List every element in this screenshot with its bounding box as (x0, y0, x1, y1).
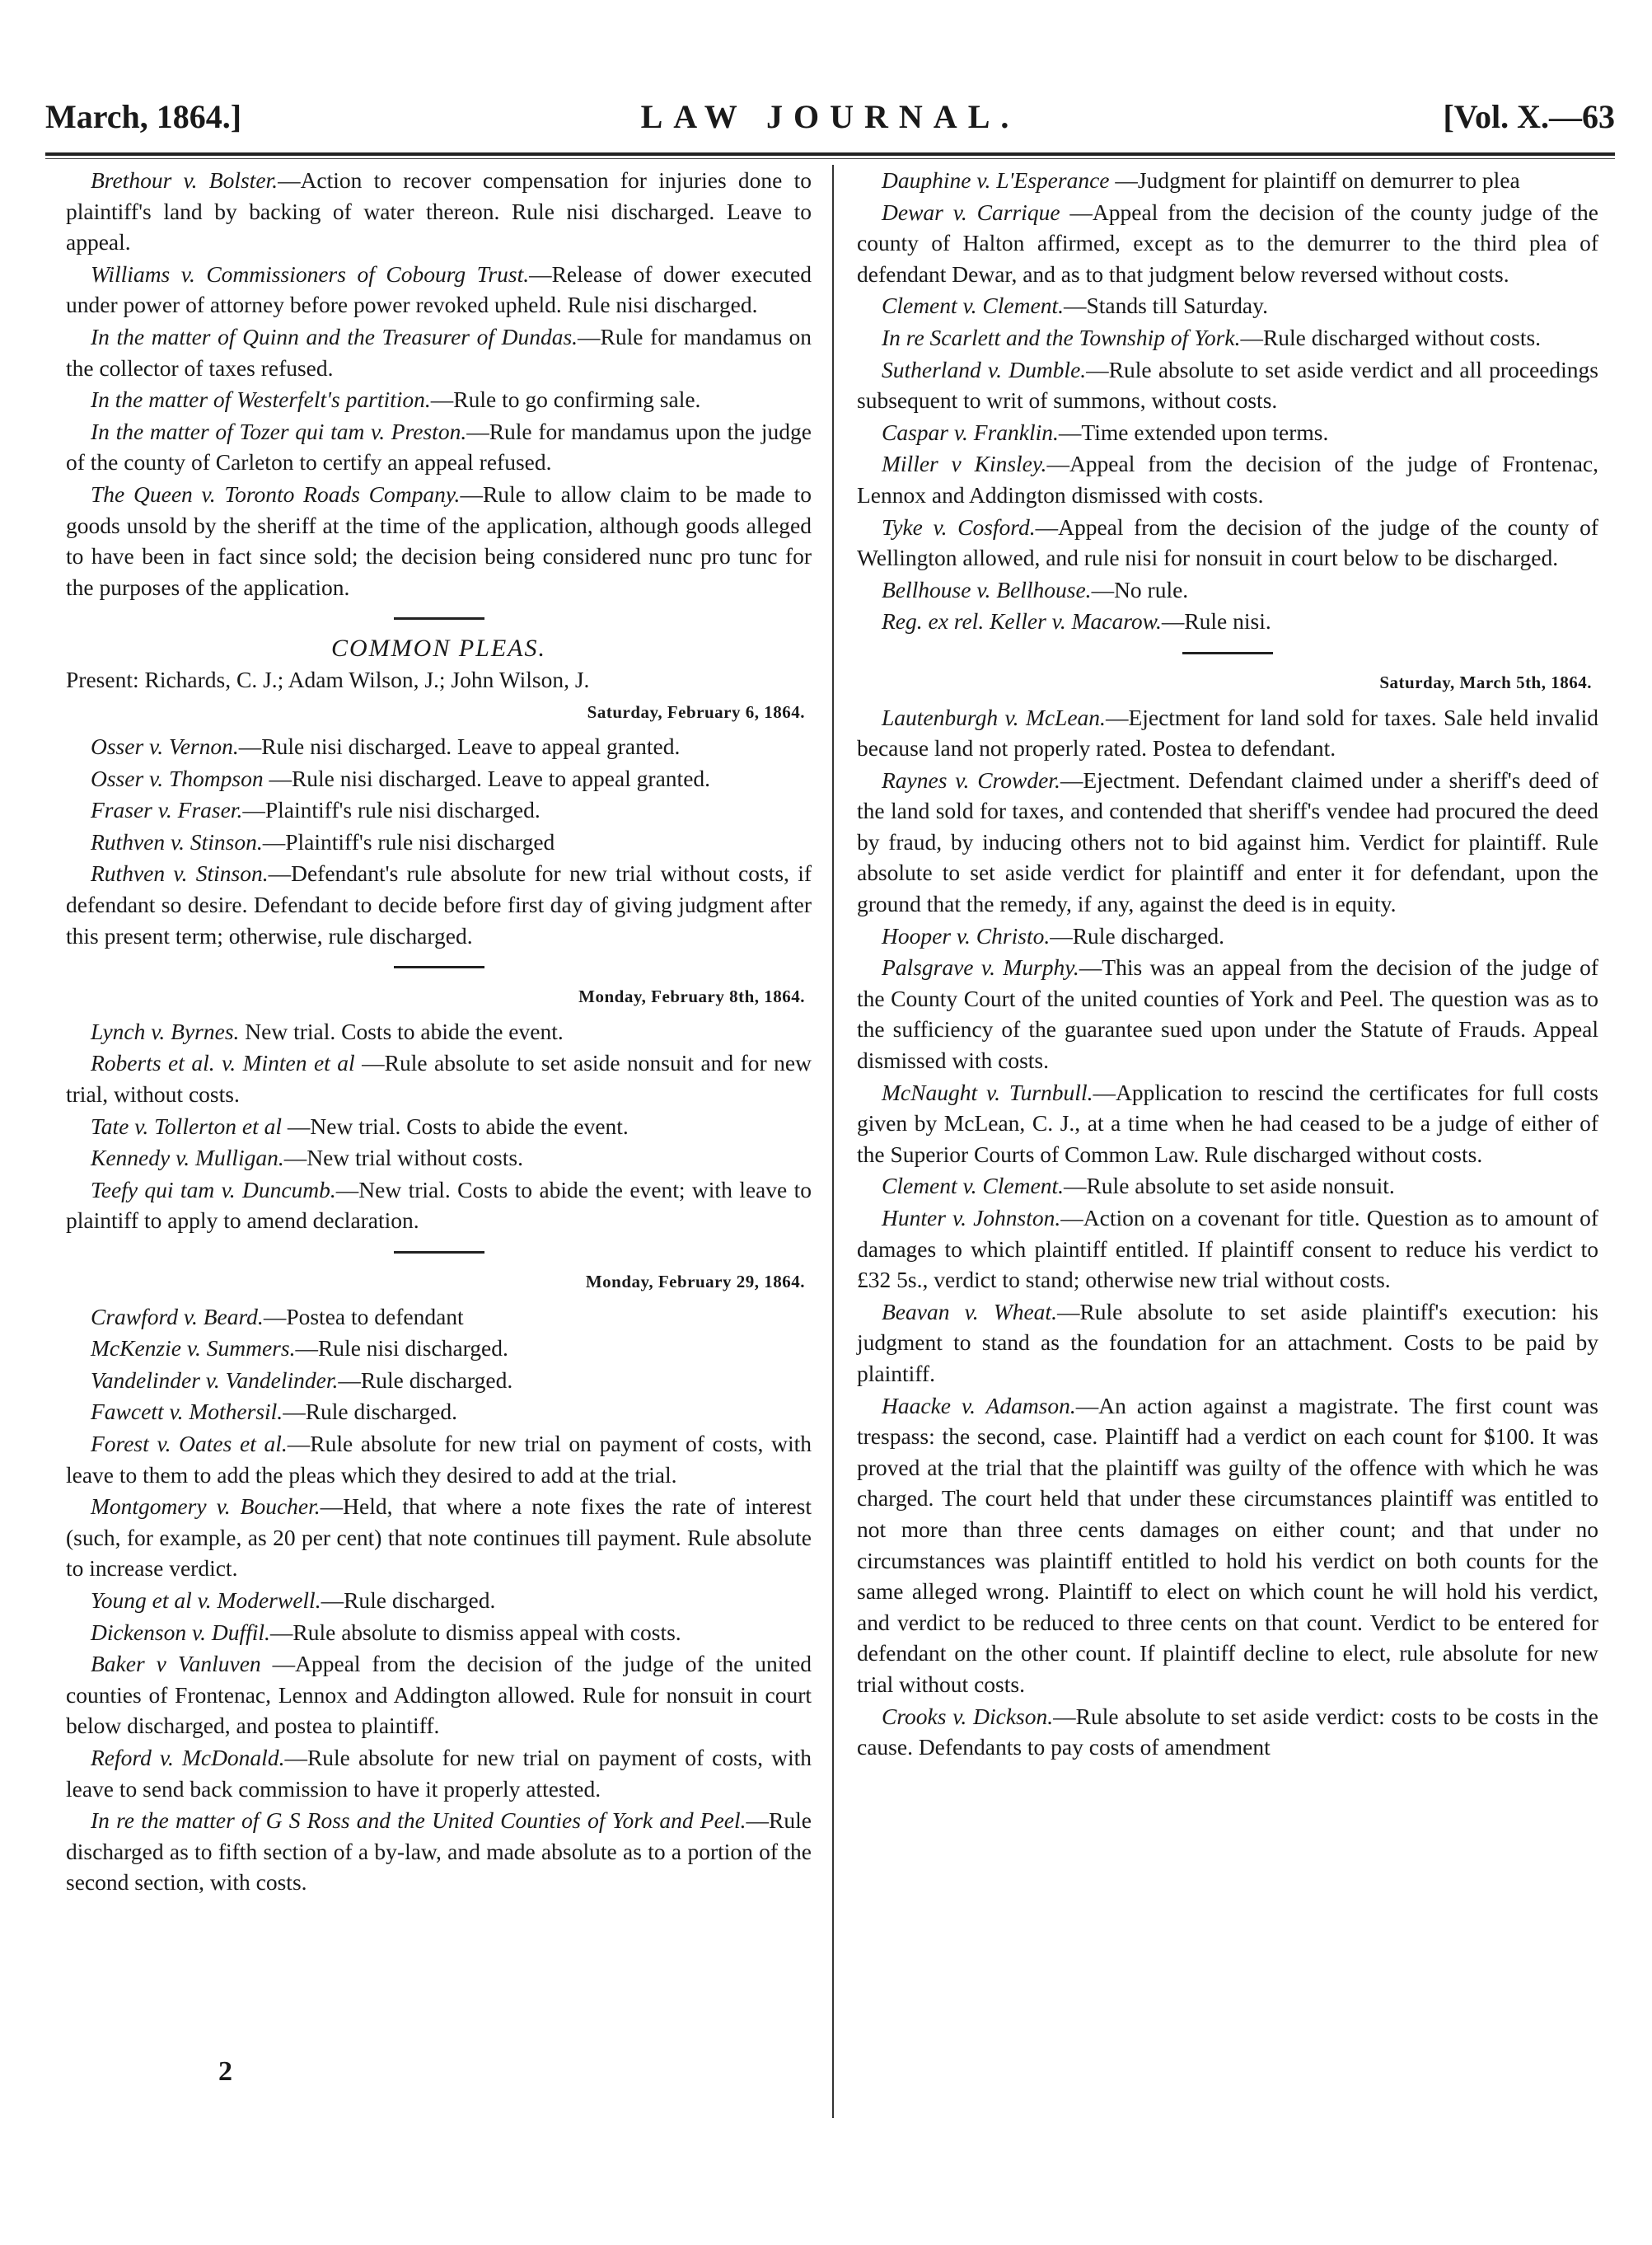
court-heading: COMMON PLEAS. (331, 635, 546, 663)
case-entry (66, 1585, 812, 1616)
case-name: Clement v. Clement. (882, 1173, 1064, 1199)
case-ruling: —Postea to defendant (263, 1303, 464, 1329)
case-entry (66, 479, 812, 602)
case-name: Dickenson v. Duffil. (91, 1619, 270, 1645)
case-ruling: —Application to rescind the certificates for full costs given by McLean, C. J., at a time when he had ceased to be a judge of either of the Superior Courts of Common Law. Rule discharged without costs. (857, 1079, 1598, 1167)
entries-group (66, 1301, 812, 1898)
case-name: Ruthven v. Stinson. (91, 860, 269, 887)
case-name: Bellhouse v. Bellhouse. (882, 576, 1092, 602)
case-entry (66, 416, 812, 478)
case-name: Teefy qui tam v. Duncumb. (91, 1176, 336, 1202)
case-ruling: —Ejectment for land sold for taxes. Sale held invalid because land not properly rated. Postea to defendant. (857, 704, 1598, 762)
case-entry (857, 354, 1598, 416)
case-entry (66, 1174, 812, 1236)
case-entry (857, 1202, 1598, 1296)
case-ruling: —Time extended upon terms. (1058, 419, 1329, 445)
case-name: Hooper v. Christo. (882, 922, 1051, 949)
case-name: Raynes v. Crowder. (882, 766, 1060, 793)
case-entry (857, 448, 1598, 510)
case-entry (857, 1390, 1598, 1700)
case-entry (66, 1617, 812, 1648)
case-entry (857, 952, 1598, 1076)
case-ruling: —Rule absolute to dismiss appeal with costs. (269, 1619, 681, 1645)
case-ruling: —Rule nisi discharged. Leave to appeal granted. (263, 765, 711, 791)
case-name: In the matter of Westerfelt's partition. (91, 387, 431, 413)
case-entry (857, 197, 1598, 290)
case-name: Caspar v. Franklin. (882, 419, 1059, 445)
case-entry (857, 512, 1598, 574)
case-ruling: —Action on a covenant for title. Question as to amount of damages to which plaintiff entitled. If plaintiff consent to reduce his verdict to £32 5s., verdict to stand; otherwise new trial without costs. (857, 1205, 1598, 1293)
case-name: Tate v. Tollerton et al (91, 1113, 282, 1139)
case-ruling: —Rule for mandamus upon the judge of the county of Carleton to certify an appeal refused. (66, 418, 812, 476)
case-ruling: —Rule discharged. (283, 1399, 457, 1425)
case-ruling: —Rule absolute to set aside plaintiff's execution: his judgment to stand as the foundation for an attachment. Costs to be paid by plaintiff. (857, 1298, 1598, 1386)
case-name: Sutherland v. Dumble. (882, 356, 1087, 382)
case-ruling: —Rule absolute for new trial on payment of costs, with leave to them to add the pleas which they desired to add at the trial. (66, 1430, 812, 1488)
case-name: Reg. ex rel. Keller v. Macarow. (882, 608, 1162, 635)
case-entry (66, 1016, 812, 1048)
journal-title: LAW JOURNAL. (640, 98, 1020, 135)
case-entry (66, 1111, 812, 1142)
case-entry (857, 322, 1598, 354)
header-date: March, 1864.] (45, 98, 242, 135)
case-name: Dauphine v. L'Esperance (882, 167, 1110, 193)
sitting-date: Monday, February 29, 1864. (585, 1272, 805, 1291)
case-name: Dewar v. Carrique (882, 199, 1060, 225)
header-rule (45, 152, 1615, 156)
case-entry (857, 1701, 1598, 1763)
sitting-date: Monday, February 8th, 1864. (578, 987, 805, 1007)
case-entry (66, 1396, 812, 1427)
case-name: Roberts et al. v. Minten et al (91, 1050, 355, 1076)
entries-group (66, 731, 812, 951)
case-ruling: —Rule nisi discharged. (295, 1335, 508, 1362)
case-ruling: —New trial. Costs to abide the event; with leave to plaintiff to apply to amend declaration. (66, 1176, 812, 1234)
case-ruling: —Rule absolute to set aside verdict: costs to be costs in the cause. Defendants to pay costs of amendment (857, 1703, 1598, 1760)
case-entry (857, 165, 1598, 196)
case-name: Brethour v. Bolster. (91, 167, 278, 193)
case-name: Beavan v. Wheat. (882, 1298, 1057, 1324)
case-entry (857, 1296, 1598, 1390)
case-ruling: —Appeal from the decision of the judge of Frontenac, Lennox and Addington dismissed with costs. (857, 451, 1598, 508)
case-entry (857, 606, 1598, 637)
section-separator (394, 966, 484, 968)
case-ruling: —Rule nisi discharged. Leave to appeal granted. (238, 733, 681, 760)
case-ruling: —Rule to allow claim to be made to goods unsold by the sheriff at the time of the application, although goods alleged to have been in fact since sold; the decision being considered nunc pro tunc for the purposes of the application. (66, 480, 812, 600)
case-ruling: —Release of dower executed under power of attorney before power revoked upheld. Rule nisi discharged. (66, 260, 812, 318)
sitting-date: Saturday, March 5th, 1864. (1379, 672, 1592, 692)
case-entry (66, 827, 812, 858)
case-entry (857, 1077, 1598, 1170)
case-name: In the matter of Tozer qui tam v. Preston. (91, 418, 467, 444)
case-name: Baker v Vanluven (91, 1651, 261, 1677)
case-entry (66, 858, 812, 951)
case-ruling: —Defendant's rule absolute for new trial without costs, if defendant so desire. Defendant to decide before first day of giving judgment after this present term; otherwise, rule discharged. (66, 860, 812, 949)
case-name: Haacke v. Adamson. (882, 1392, 1076, 1418)
case-entry (857, 417, 1598, 448)
case-ruling: —Rule discharged. (1050, 922, 1225, 949)
section-separator (1182, 652, 1273, 654)
case-name: In the matter of Quinn and the Treasurer of Dundas. (91, 323, 578, 349)
case-entry (66, 1742, 812, 1804)
case-name: Palsgrave v. Murphy. (882, 954, 1079, 981)
case-entry (66, 259, 812, 321)
case-name: Williams v. Commissioners of Cobourg Trust. (91, 260, 530, 287)
section-separator (394, 617, 484, 620)
case-name: Fraser v. Fraser. (91, 797, 243, 823)
case-name: In re the matter of G S Ross and the United Counties of York and Peel. (91, 1807, 746, 1834)
case-entry (66, 1805, 812, 1898)
entries-group (66, 1016, 812, 1236)
case-ruling: —Appeal from the decision of the judge of the united counties of Frontenac, Lennox and Addington allowed. Rule for nonsuit in court below discharged, and postea to plaintiff. (66, 1651, 812, 1739)
entries-group (857, 165, 1598, 637)
case-name: Reford v. McDonald. (91, 1744, 285, 1770)
case-ruling: —An action against a magistrate. The first count was trespass: the second, case. Plaintiff had a verdict on each count for $100. It was proved at the trial that the plaintiff was guilty of the offence with which he was charged. The court held that under these circumstances plaintiff was entitled to not more than three cents damages on either count; and that under no circumstances was plaintiff entitled to hold his verdict on both counts for the same alleged wrong. Plaintiff to elect on which count he will hold his verdict, and verdict to be reduced to three cents on that count. Verdict to be entered for defendant on the other count. If plaintiff decline to elect, rule absolute for new trial without costs. (857, 1392, 1598, 1697)
left-column (66, 165, 812, 1899)
case-ruling: —Stands till Saturday. (1063, 293, 1268, 319)
case-name: In re Scarlett and the Township of York. (882, 324, 1241, 350)
case-ruling: —Rule absolute to set aside nonsuit and for new trial, without costs. (66, 1050, 812, 1108)
case-name: Osser v. Thompson (91, 765, 264, 791)
case-entry (66, 165, 812, 258)
case-ruling: —New trial without costs. (283, 1145, 523, 1171)
case-name: Vandelinder v. Vandelinder. (91, 1366, 339, 1393)
signature-mark: 2 (218, 2056, 232, 2087)
case-ruling: —Judgment for plaintiff on demurrer to plea (1109, 167, 1520, 193)
entries-group (857, 702, 1598, 1763)
column-divider (832, 165, 834, 2118)
case-name: Osser v. Vernon. (91, 733, 239, 760)
case-entry (857, 921, 1598, 952)
case-entry (857, 702, 1598, 764)
case-entry (66, 1491, 812, 1584)
case-entry (66, 1301, 812, 1333)
case-name: Montgomery v. Boucher. (91, 1493, 321, 1520)
case-name: Kennedy v. Mulligan. (91, 1145, 284, 1171)
case-name: Hunter v. Johnston. (882, 1205, 1061, 1230)
case-ruling: —Ejectment. Defendant claimed under a sheriff's deed of the land sold for taxes, and contended that sheriff's vendee had procured the deed by fraud, by inducing others not to bid against him. Verdict for plaintiff. Rule absolute to set aside verdict for plaintiff and enter it for defendant, upon the ground that the remedy, if any, against the deed is in equity. (857, 766, 1598, 917)
case-ruling: —This was an appeal from the decision of the judge of the County Court of the united counties of York and Peel. The question was as to the sufficiency of the guarantee sued upon under the Statute of Frauds. Appeal dismissed with costs. (857, 954, 1598, 1074)
case-ruling: —Plaintiff's rule nisi discharged (262, 828, 555, 855)
case-entry (857, 574, 1598, 606)
page-header (45, 97, 1615, 147)
case-name: Fawcett v. Mothersil. (91, 1399, 283, 1425)
case-entry (66, 1648, 812, 1741)
case-name: Miller v Kinsley. (882, 451, 1047, 477)
case-entry (857, 765, 1598, 920)
case-name: Forest v. Oates et al. (91, 1430, 288, 1456)
volume-page: [Vol. X.—63 (1443, 98, 1615, 135)
case-ruling: —Rule discharged. (321, 1586, 496, 1613)
case-name: McKenzie v. Summers. (91, 1335, 296, 1362)
present-judges: Present: Richards, C. J.; Adam Wilson, J.; John Wilson, J. (66, 666, 590, 692)
case-name: Lynch v. Byrnes. (91, 1018, 240, 1044)
case-ruling: —Plaintiff's rule nisi discharged. (242, 797, 541, 823)
case-entry (66, 731, 812, 762)
case-ruling: —Rule discharged. (338, 1366, 513, 1393)
case-ruling: —Rule for mandamus on the collector of taxes refused. (66, 323, 812, 381)
case-ruling: —Held, that where a note fixes the rate of interest (such, for example, as 20 per cent) that note continues till payment. Rule absolute to increase verdict. (66, 1493, 812, 1582)
case-name: Ruthven v. Stinson. (91, 828, 263, 855)
case-ruling: —Rule nisi. (1161, 608, 1271, 635)
case-name: Young et al v. Moderwell. (91, 1586, 321, 1613)
case-entry (66, 1428, 812, 1490)
case-entry (66, 1048, 812, 1109)
right-column (857, 165, 1598, 1764)
case-ruling: —Rule absolute to set aside verdict and all proceedings subsequent to writ of summons, without costs. (857, 356, 1599, 414)
case-entry (66, 763, 812, 794)
case-ruling: —Rule absolute for new trial on payment of costs, with leave to send back commission to have it properly attested. (66, 1744, 812, 1802)
case-name: Lautenburgh v. McLean. (882, 704, 1106, 730)
case-entry (66, 321, 812, 383)
case-entry (66, 1365, 812, 1396)
section-separator (394, 1251, 484, 1254)
case-name: Crawford v. Beard. (91, 1303, 264, 1329)
case-ruling: —Rule absolute to set aside nonsuit. (1063, 1173, 1395, 1199)
case-entry (66, 1142, 812, 1174)
case-ruling: —Action to recover compensation for injuries done to plaintiff's land by backing of water thereon. Rule nisi discharged. Leave to appeal. (66, 167, 812, 255)
case-entry (857, 1170, 1598, 1202)
case-name: McNaught v. Turnbull. (882, 1079, 1093, 1105)
case-ruling: —No rule. (1091, 576, 1189, 602)
case-entry (66, 794, 812, 826)
case-name: Clement v. Clement. (882, 293, 1064, 319)
case-name: The Queen v. Toronto Roads Company. (91, 480, 461, 507)
case-entry (66, 1333, 812, 1364)
case-ruling: —Appeal from the decision of the county judge of the county of Halton affirmed, except as to the demurrer to the third plea of defendant Dewar, and as to that judgment below reversed without costs. (857, 199, 1598, 287)
case-ruling: —New trial. Costs to abide the event. (282, 1113, 629, 1139)
case-ruling: —Appeal from the decision of the judge of the county of Wellington allowed, and rule nisi for nonsuit in court below to be discharged. (857, 513, 1598, 571)
case-ruling: —Rule to go confirming sale. (430, 387, 701, 413)
case-name: Tyke v. Cosford. (882, 513, 1036, 540)
case-ruling: —Rule discharged without costs. (1240, 324, 1542, 350)
case-ruling: New trial. Costs to abide the event. (239, 1018, 564, 1044)
case-entry (857, 290, 1598, 321)
case-name: Crooks v. Dickson. (882, 1703, 1054, 1729)
header-rule-thin (45, 158, 1615, 159)
case-entry (66, 384, 812, 415)
entries-group (66, 165, 812, 602)
case-ruling: —Rule discharged as to fifth section of a by-law, and made absolute as to a portion of the second section, with costs. (66, 1807, 812, 1896)
sitting-date: Saturday, February 6, 1864. (587, 701, 805, 722)
